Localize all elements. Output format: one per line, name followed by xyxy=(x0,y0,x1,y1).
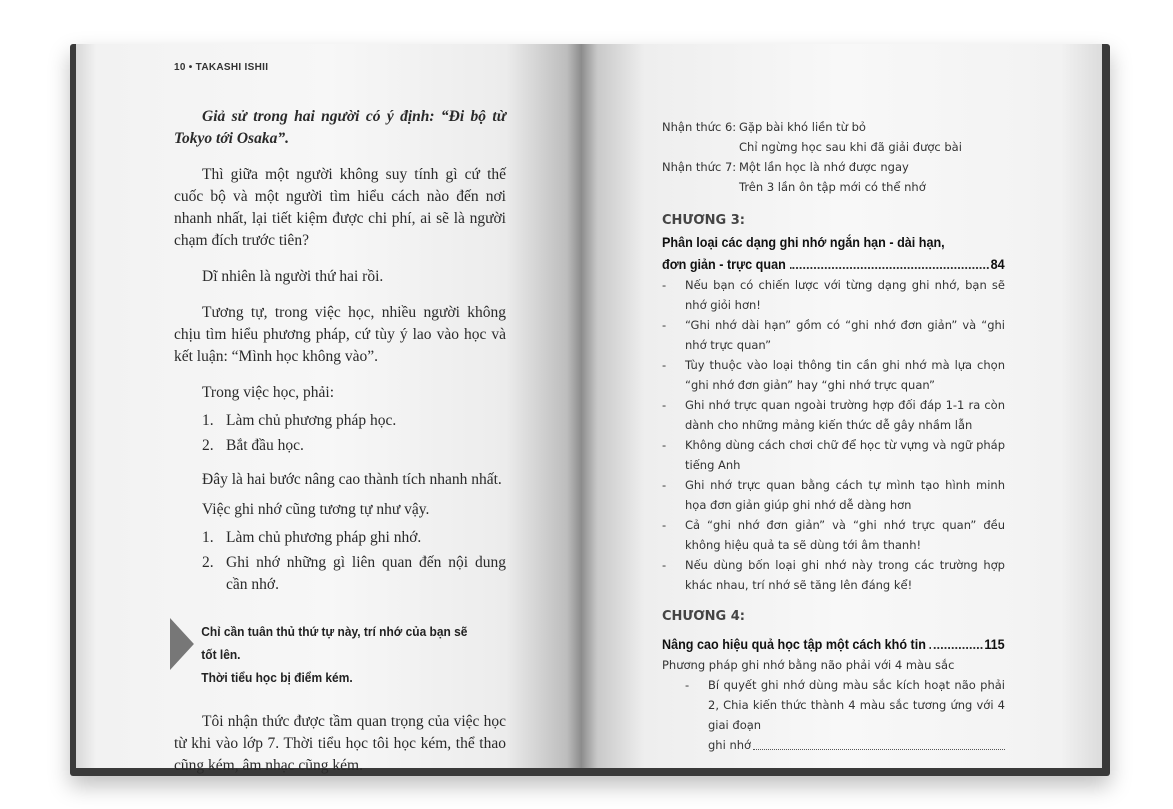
list-item xyxy=(662,395,1005,435)
left-page-body xyxy=(174,106,506,791)
list-number: 1. xyxy=(202,529,214,546)
nhan-thuc-label: Nhận thức 7: xyxy=(662,160,737,174)
chapter-bullets xyxy=(662,275,1005,595)
list-item xyxy=(662,315,1005,355)
nhan-thuc-line xyxy=(662,137,1005,157)
chapter-title xyxy=(662,633,1005,655)
callout-line: Chỉ cần tuân thủ thứ tự này, trí nhớ của bạn sẽ tốt lên. xyxy=(201,624,468,662)
bullet-text: Ghi nhớ trực quan bằng cách tự mình tạo hình minh họa đơn giản giúp ghi nhớ dễ dàng hơn xyxy=(685,478,1005,512)
bullet-dash: - xyxy=(662,398,667,412)
paragraph: Thì giữa một người không suy tính gì cứ thế cuốc bộ và một người tìm hiểu cách nào đến nơi nhanh nhất, lại tiết kiệm được chi phí, ai sẽ là người chạm đích trước tiên? xyxy=(174,166,506,249)
bullet-text: Không dùng cách chơi chữ để học từ vựng và ngữ pháp tiếng Anh xyxy=(685,438,1005,472)
list-text: Làm chủ phương pháp ghi nhớ. xyxy=(226,529,422,546)
nhan-thuc-text: Trên 3 lần ôn tập mới có thể nhớ xyxy=(739,180,926,194)
list-text: Bắt đầu học. xyxy=(226,437,304,454)
table-of-contents xyxy=(662,117,1005,755)
nhan-thuc-text: Một lần học là nhớ được ngay xyxy=(739,160,909,174)
list-item xyxy=(662,475,1005,515)
nhan-thuc-label: Nhận thức 6: xyxy=(662,120,737,134)
arrow-icon xyxy=(170,618,194,670)
list-item xyxy=(662,515,1005,555)
bullet-text: Bí quyết ghi nhớ dùng màu sắc kích hoạt não phải 2, Chia kiến thức thành 4 màu sắc tương ứng với 4 giai đoạn xyxy=(708,678,1005,732)
chapter-subtitle: Phương pháp ghi nhớ bằng não phải với 4 màu sắc xyxy=(662,658,955,672)
list-intro: Trong việc học, phải: xyxy=(202,384,335,401)
bullet-dash: - xyxy=(662,318,667,332)
bullet-text: Tùy thuộc vào loại thông tin cần ghi nhớ mà lựa chọn “ghi nhớ đơn giản” hay “ghi nhớ trực quan” xyxy=(685,358,1005,392)
list-item xyxy=(662,355,1005,395)
nhan-thuc-item xyxy=(662,157,1005,177)
sub-bullets xyxy=(662,675,1005,755)
bullet-dash: - xyxy=(662,358,667,372)
bullet-dash: - xyxy=(662,478,667,492)
list-intro: Việc ghi nhớ cũng tương tự như vậy. xyxy=(202,501,430,518)
bullet-text: ghi nhớ xyxy=(708,738,752,752)
nhan-thuc-item xyxy=(662,117,1005,137)
callout xyxy=(170,620,479,689)
list-2 xyxy=(202,527,506,596)
paragraph: Dĩ nhiên là người thứ hai rồi. xyxy=(202,268,384,285)
bullet-text: Nếu dùng bốn loại ghi nhớ này trong các trường hợp khác nhau, trí nhớ sẽ tăng lên đáng kể! xyxy=(685,558,1005,592)
list-number: 1. xyxy=(202,412,214,429)
bullet-dash: - xyxy=(662,558,667,572)
chapter-label: CHƯƠNG 3: xyxy=(662,213,745,228)
chapter-title-line: Phân loại các dạng ghi nhớ ngắn hạn - dài hạn, xyxy=(662,234,945,250)
bullet-dash: - xyxy=(662,438,667,452)
paragraph: Đây là hai bước nâng cao thành tích nhanh nhất. xyxy=(202,471,502,488)
list-item xyxy=(202,527,506,549)
bullet-text: Ghi nhớ trực quan ngoài trường hợp đối đáp 1-1 ra còn dành cho những mảng kiến thức dễ gây nhầm lẫn xyxy=(685,398,1005,432)
running-head: 10 • TAKASHI ISHII xyxy=(174,62,269,73)
list-text: Làm chủ phương pháp học. xyxy=(226,412,397,429)
intro-bold: Giả sử trong hai người có ý định: “Đi bộ từ Tokyo tới Osaka”. xyxy=(174,108,506,147)
bullet-dash: - xyxy=(662,278,667,292)
list-item xyxy=(202,435,506,457)
list-item xyxy=(662,435,1005,475)
bullet-text: Nếu bạn có chiến lược với từng dạng ghi nhớ, bạn sẽ nhớ giỏi hơn! xyxy=(685,278,1005,312)
nhan-thuc-line xyxy=(662,177,1005,197)
paragraph: Tôi nhận thức được tầm quan trọng của việc học từ khi vào lớp 7. Thời tiểu học tôi học kém, thể thao cũng kém, âm nhạc cũng kém. xyxy=(174,713,506,774)
list-1 xyxy=(202,410,506,457)
chapter-title xyxy=(662,231,1005,275)
page-number: 115 xyxy=(984,636,1005,652)
right-page xyxy=(582,44,1102,768)
bullet-continuation xyxy=(685,735,1005,755)
list-item xyxy=(202,552,506,596)
page-number: 84 xyxy=(990,256,1005,272)
paragraph: Tương tự, trong việc học, nhiều người không chịu tìm hiểu phương pháp, cứ tùy ý lao vào học và kết luận: “Mình học không vào”. xyxy=(174,304,506,365)
nhan-thuc-text: Chỉ ngừng học sau khi đã giải được bài xyxy=(739,140,962,154)
bullet-dash: - xyxy=(662,518,667,532)
list-number: 2. xyxy=(202,554,214,571)
chapter-title-line: đơn giản - trực quan xyxy=(662,256,786,272)
bullet-text: Cả “ghi nhớ đơn giản” và “ghi nhớ trực quan” đều không hiệu quả ta sẽ dùng tới âm thanh! xyxy=(685,518,1005,552)
left-page xyxy=(76,44,582,774)
list-text: Ghi nhớ những gì liên quan đến nội dung cần nhớ. xyxy=(226,554,506,593)
chapter-title-line: Nâng cao hiệu quả học tập một cách khó tin xyxy=(662,636,926,652)
list-item xyxy=(662,275,1005,315)
bullet-text: “Ghi nhớ dài hạn” gồm có “ghi nhớ đơn giản” và “ghi nhớ trực quan” xyxy=(685,318,1005,352)
nhan-thuc-text: Gặp bài khó liền từ bỏ xyxy=(739,120,866,134)
list-item xyxy=(662,555,1005,595)
list-item xyxy=(202,410,506,432)
list-number: 2. xyxy=(202,437,214,454)
chapter-label: CHƯƠNG 4: xyxy=(662,609,745,624)
bullet-dash: - xyxy=(685,678,690,692)
callout-line: Thời tiểu học bị điểm kém. xyxy=(201,670,353,685)
list-item xyxy=(685,675,1005,735)
